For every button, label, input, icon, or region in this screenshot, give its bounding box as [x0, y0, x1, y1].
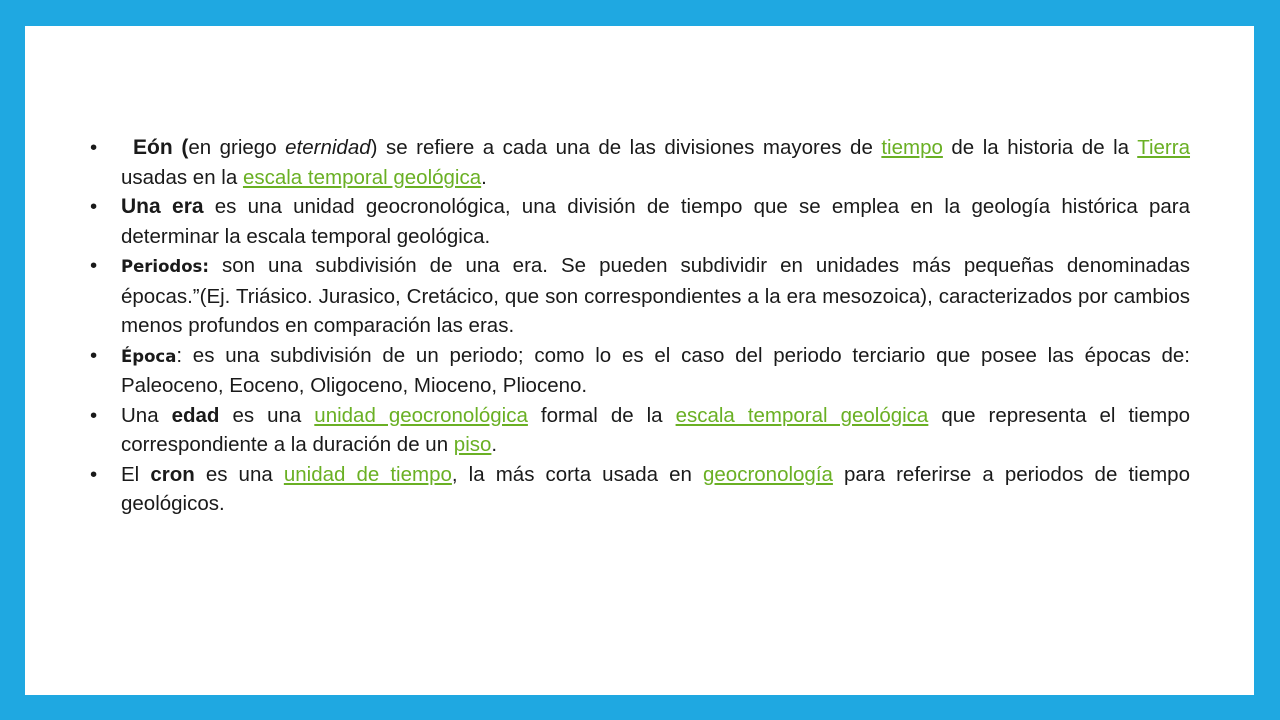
- link-unidad-de-tiempo[interactable]: unidad de tiempo: [283, 462, 452, 486]
- link-piso[interactable]: piso: [453, 433, 492, 456]
- list-item-periodos: • Periodos: son una subdivisión de una era. Se pueden subdividir en unidades más pequeñas denominadas épocas.”(Ej. Triásico. Jurasico, Cretácico, que son correspondientes a la era mesozoica), caracterizados por cambios menos profundos en comparación las eras.: [90, 251, 1190, 341]
- link-escala-temporal-geologica-2[interactable]: escala temporal geológica: [675, 403, 929, 427]
- list-item-edad: • Una edad es una unidad geocronológica formal de la escala temporal geológica que representa el tiempo correspondiente a la duración de un piso.: [90, 401, 1190, 460]
- term-edad: edad: [171, 403, 220, 427]
- definition-list: [90, 133, 1190, 519]
- link-tiempo[interactable]: tiempo: [881, 136, 943, 159]
- term-cron: cron: [150, 462, 195, 486]
- link-escala-temporal-geologica[interactable]: escala temporal geológica: [242, 165, 482, 189]
- term-periodos: Periodos:: [121, 257, 209, 276]
- list-item-epoca: • Época: es una subdivisión de un periodo; como lo es el caso del periodo terciario que posee las épocas de: Paleoceno, Eoceno, Oligoceno, Mioceno, Plioceno.: [90, 341, 1190, 401]
- list-item-eon: • Eón (en griego eternidad) se refiere a cada una de las divisiones mayores de tiempo de la historia de la Tierra usadas en la escala temporal geológica.: [90, 133, 1190, 192]
- list-item-era: • Una era es una unidad geocronológica, una división de tiempo que se emplea en la geología histórica para determinar la escala temporal geológica.: [90, 192, 1190, 251]
- term-era: Una era: [121, 195, 204, 218]
- list-item-cron: • El cron es una unidad de tiempo, la más corta usada en geocronología para referirse a periodos de tiempo geológicos.: [90, 460, 1190, 519]
- term-epoca: Época: [121, 346, 177, 366]
- link-unidad-geocronologica[interactable]: unidad geocronológica: [314, 403, 528, 427]
- link-geocronologia[interactable]: geocronología: [702, 462, 833, 486]
- term-eon: Eón (: [133, 136, 189, 159]
- link-tierra[interactable]: Tierra: [1137, 136, 1190, 159]
